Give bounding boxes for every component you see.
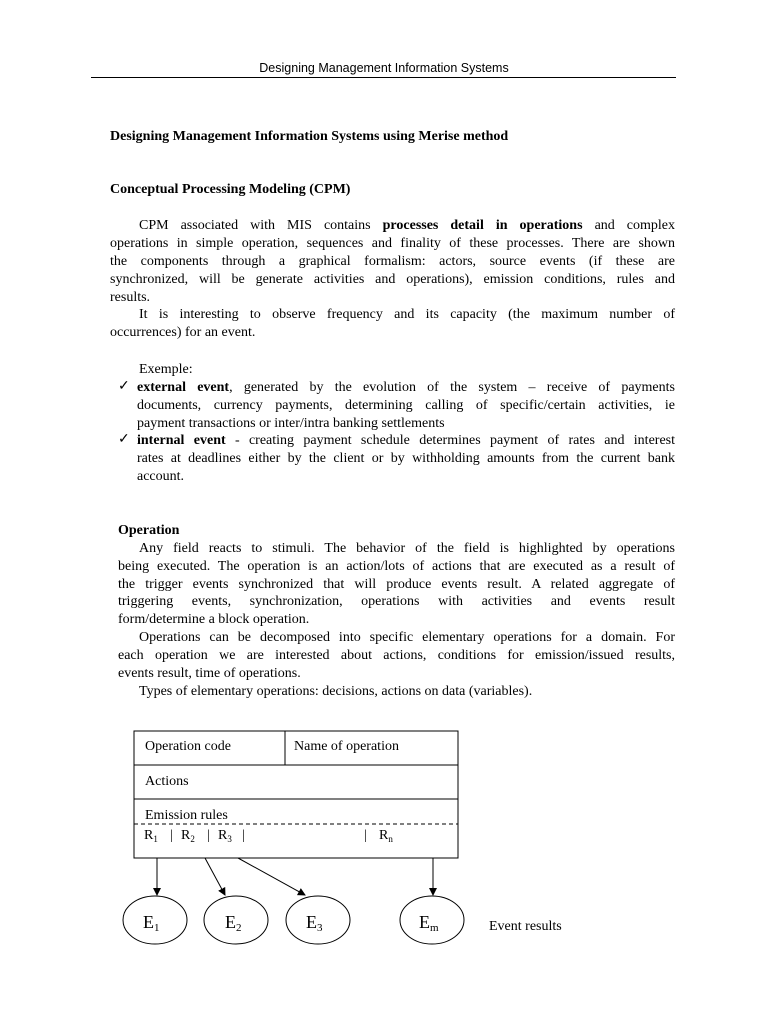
operation-code-label: Operation code: [145, 739, 231, 754]
event-em: [400, 896, 464, 944]
rule-subscript: 2: [190, 834, 195, 844]
rule-r1: [144, 828, 158, 844]
operation-line: Any field reacts to stimuli. The behavior of the field is highlighted by operations: [139, 541, 675, 556]
bullet-term: external event: [137, 380, 230, 395]
event-subscript: 2: [236, 922, 242, 934]
event-letter: E: [143, 912, 154, 932]
event-e3: [286, 896, 350, 944]
operation-line: Operations can be decomposed into specific elementary operations for a domain. For: [139, 630, 675, 645]
bullet-internal-line2: rates at deadlines either by the client or by withholding amounts from the current bank: [137, 451, 675, 466]
bullet-term: internal event: [137, 433, 226, 448]
event-e3-label: [306, 912, 323, 934]
bullet-external-line3: payment transactions or inter/intra banking settlements: [137, 416, 445, 431]
rule-separator: |: [207, 828, 210, 843]
rule-r3: [218, 828, 232, 844]
document-title: Designing Management Information Systems using Merise method: [110, 129, 509, 144]
example-label: Exemple:: [139, 362, 193, 377]
text-span: and complex: [582, 218, 676, 233]
operation-line: form/determine a block operation.: [118, 612, 310, 627]
event-em-label: [419, 912, 439, 934]
event-e2: [204, 896, 268, 944]
actions-label: Actions: [145, 774, 189, 789]
rule-letter: R: [181, 828, 191, 843]
operation-heading: Operation: [118, 523, 180, 538]
cpm-paragraph2-line2: occurrences) for an event.: [110, 325, 256, 340]
event-subscript: 1: [154, 922, 160, 934]
cpm-paragraph1-line4: synchronized, will be generate activities and operations), emission conditions, rules and: [110, 272, 675, 287]
event-letter: E: [225, 912, 236, 932]
rule-letter: R: [218, 828, 228, 843]
bold-span: processes detail in operations: [382, 218, 583, 233]
arrow-to-e2: [205, 858, 225, 895]
operation-line: the trigger events synchronized that will produce events result. A related aggregate of: [118, 577, 675, 592]
cpm-paragraph1-line2: operations in simple operation, sequences and finality of these processes. There are shown: [110, 236, 675, 251]
event-subscript: m: [430, 922, 439, 934]
event-results-label: Event results: [489, 919, 562, 934]
operation-line: events result, time of operations.: [118, 666, 301, 681]
text-span: , generated by the evolution of the system – receive of payments: [229, 380, 675, 395]
bullet-internal-line3: account.: [137, 469, 185, 484]
rule-subscript: 1: [153, 834, 158, 844]
bullet-external-line2: documents, currency payments, determining calling of specific/certain activities, ie: [137, 398, 675, 413]
event-e2-label: [225, 912, 242, 934]
emission-rules-label: Emission rules: [145, 808, 228, 823]
cpm-paragraph2-line1: It is interesting to observe frequency and its capacity (the maximum number of: [139, 307, 675, 322]
operation-line: triggering events, synchronization, operations with activities and events result: [118, 594, 675, 609]
cpm-heading: Conceptual Processing Modeling (CPM): [110, 182, 351, 197]
arrow-to-e3: [238, 858, 305, 895]
running-header: Designing Management Information Systems: [259, 61, 509, 75]
rule-r2: [181, 828, 195, 844]
name-of-operation-label: Name of operation: [294, 739, 399, 754]
rule-subscript: n: [388, 834, 393, 844]
rule-separator: |: [170, 828, 173, 843]
rule-letter: R: [144, 828, 154, 843]
checkmark-icon: ✓: [118, 379, 130, 394]
checkmark-icon: ✓: [118, 432, 130, 447]
event-subscript: 3: [317, 922, 323, 934]
event-e1: [123, 896, 187, 944]
operation-line: being executed. The operation is an action/lots of actions that are executed as a result of: [118, 559, 675, 574]
event-letter: E: [419, 912, 430, 932]
event-letter: E: [306, 912, 317, 932]
rule-subscript: 3: [227, 834, 232, 844]
text-span: - creating payment schedule determines payment of rates and interest: [225, 433, 675, 448]
rule-letter: R: [379, 828, 389, 843]
rule-rn: [379, 828, 393, 844]
cpm-paragraph1-line3: the components through a graphical formalism: actors, source events (if these are: [110, 254, 675, 269]
event-e1-label: [143, 912, 160, 934]
cpm-paragraph1-line5: results.: [110, 290, 151, 305]
operation-line: Types of elementary operations: decisions, actions on data (variables).: [139, 684, 533, 699]
text-span: CPM associated with MIS contains: [139, 218, 383, 233]
rule-separator: |: [364, 828, 367, 843]
rule-separator: |: [242, 828, 245, 843]
operation-line: each operation we are interested about actions, conditions for emission/issued results,: [118, 648, 675, 663]
